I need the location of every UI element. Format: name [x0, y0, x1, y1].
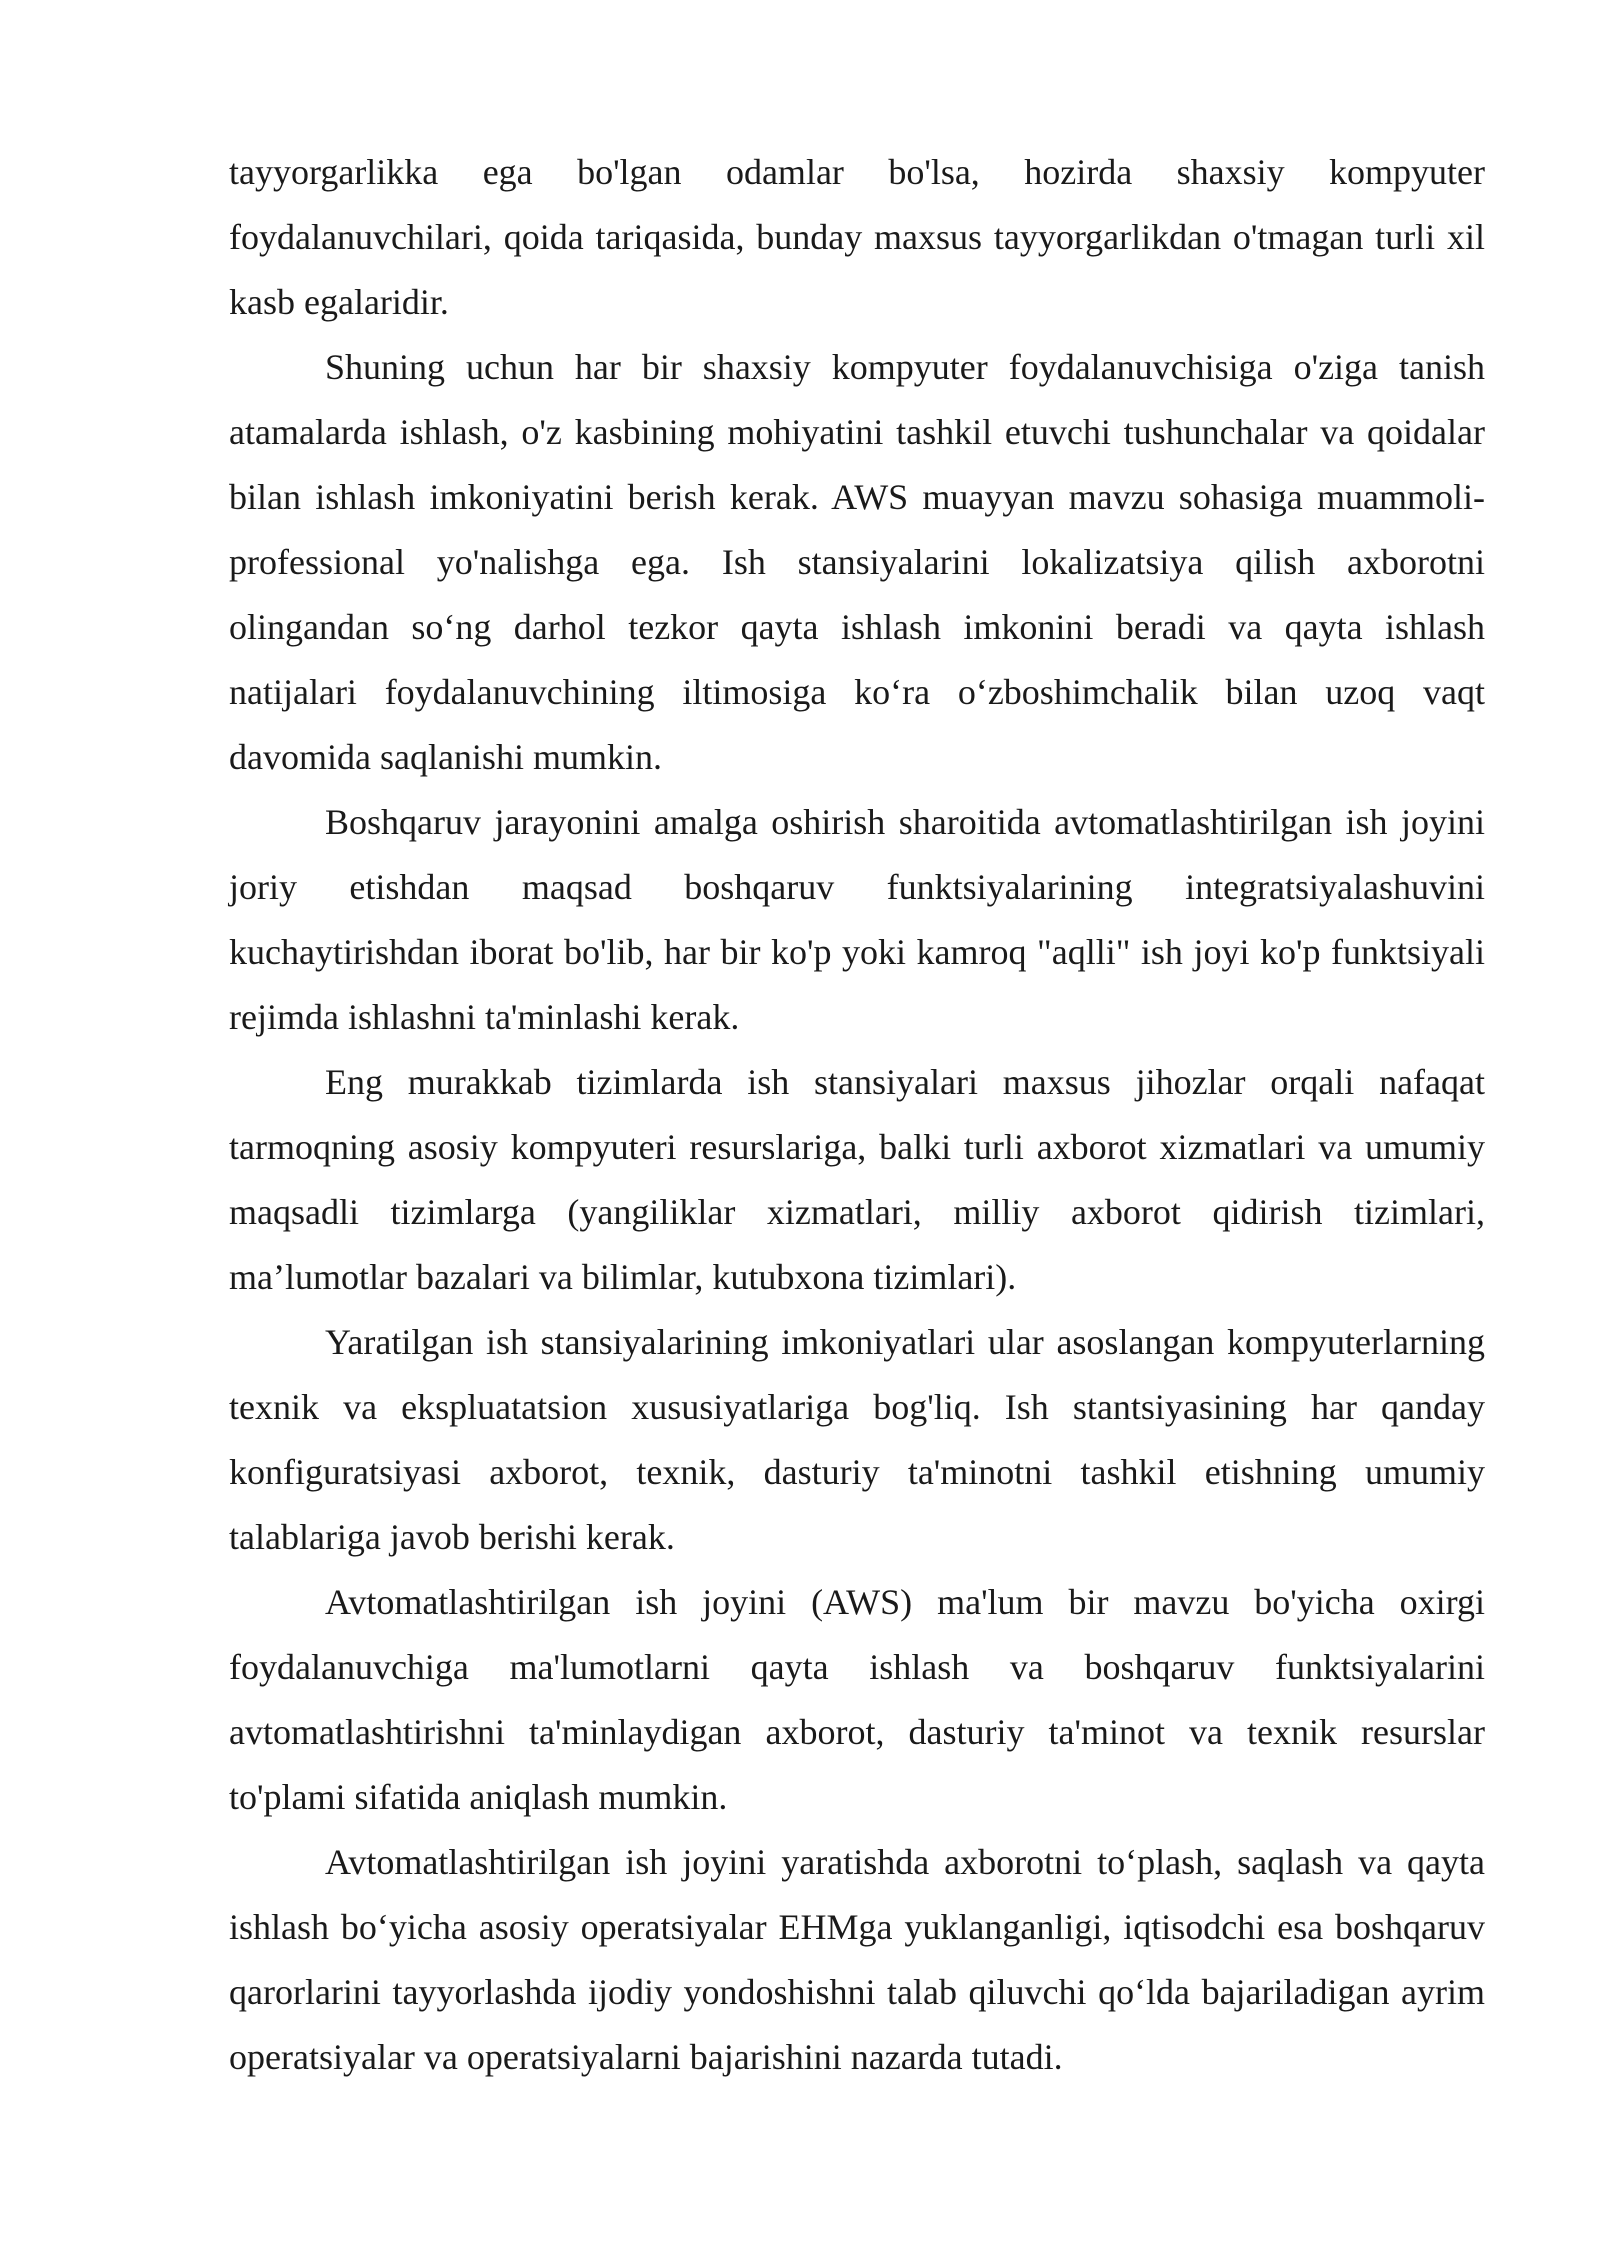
paragraph: Avtomatlashtirilgan ish joyini yaratishda axborotni to‘plash, saqlash va qayta ishlash bo‘yicha asosiy operatsiyalar EHMga yuklanganligi, iqtisodchi esa boshqaruv qarorlarini tayyorlashda ijodiy yondoshishni talab qiluvchi qo‘lda bajariladigan ayrim operatsiyalar va operatsiyalarni bajarishini nazarda tutadi. — [229, 1842, 1485, 2077]
paragraph: Boshqaruv jarayonini amalga oshirish sharoitida avtomatlashtirilgan ish joyini joriy etishdan maqsad boshqaruv funktsiyalarining integratsiyalashuvini kuchaytirishdan iborat bo'lib, har bir ko'p yoki kamroq "aqlli" ish joyi ko'p funktsiyali rejimda ishlashni ta'minlashi kerak. — [229, 802, 1485, 1037]
paragraph: Avtomatlashtirilgan ish joyini (AWS) ma'lum bir mavzu bo'yicha oxirgi foydalanuvchiga ma'lumotlarni qayta ishlash va boshqaruv funktsiyalarini avtomatlashtirishni ta'minlaydigan axborot, dasturiy ta'minot va texnik resurslar to'plami sifatida aniqlash mumkin. — [229, 1582, 1485, 1817]
paragraph: Yaratilgan ish stansiyalarining imkoniyatlari ular asoslangan kompyuterlarning texnik va ekspluatatsion xususiyatlariga bog'liq. Ish stantsiyasining har qanday konfiguratsiyasi axborot, texnik, dasturiy ta'minotni tashkil etishning umumiy talablariga javob berishi kerak. — [229, 1322, 1485, 1557]
paragraph: Shuning uchun har bir shaxsiy kompyuter foydalanuvchisiga o'ziga tanish atamalarda ishlash, o'z kasbining mohiyatini tashkil etuvchi tushunchalar va qoidalar bilan ishlash imkoniyatini berish kerak. AWS muayyan mavzu sohasiga muammoli-professional yo'nalishga ega. Ish stansiyalarini lokalizatsiya qilish axborotni olingandan so‘ng darhol tezkor qayta ishlash imkonini beradi va qayta ishlash natijalari foydalanuvchining iltimosiga ko‘ra o‘zboshimchalik bilan uzoq vaqt davomida saqlanishi mumkin. — [229, 347, 1485, 777]
paragraph-continuation: tayyorgarlikka ega bo'lgan odamlar bo'lsa, hozirda shaxsiy kompyuter foydalanuvchilari, qoida tariqasida, bunday maxsus tayyorgarlikdan o'tmagan turli xil kasb egalaridir. — [229, 152, 1485, 322]
document-body — [229, 140, 1485, 2090]
paragraph: Eng murakkab tizimlarda ish stansiyalari maxsus jihozlar orqali nafaqat tarmoqning asosiy kompyuteri resurslariga, balki turli axborot xizmatlari va umumiy maqsadli tizimlarga (yangiliklar xizmatlari, milliy axborot qidirish tizimlari, ma’lumotlar bazalari va bilimlar, kutubxona tizimlari). — [229, 1062, 1485, 1297]
